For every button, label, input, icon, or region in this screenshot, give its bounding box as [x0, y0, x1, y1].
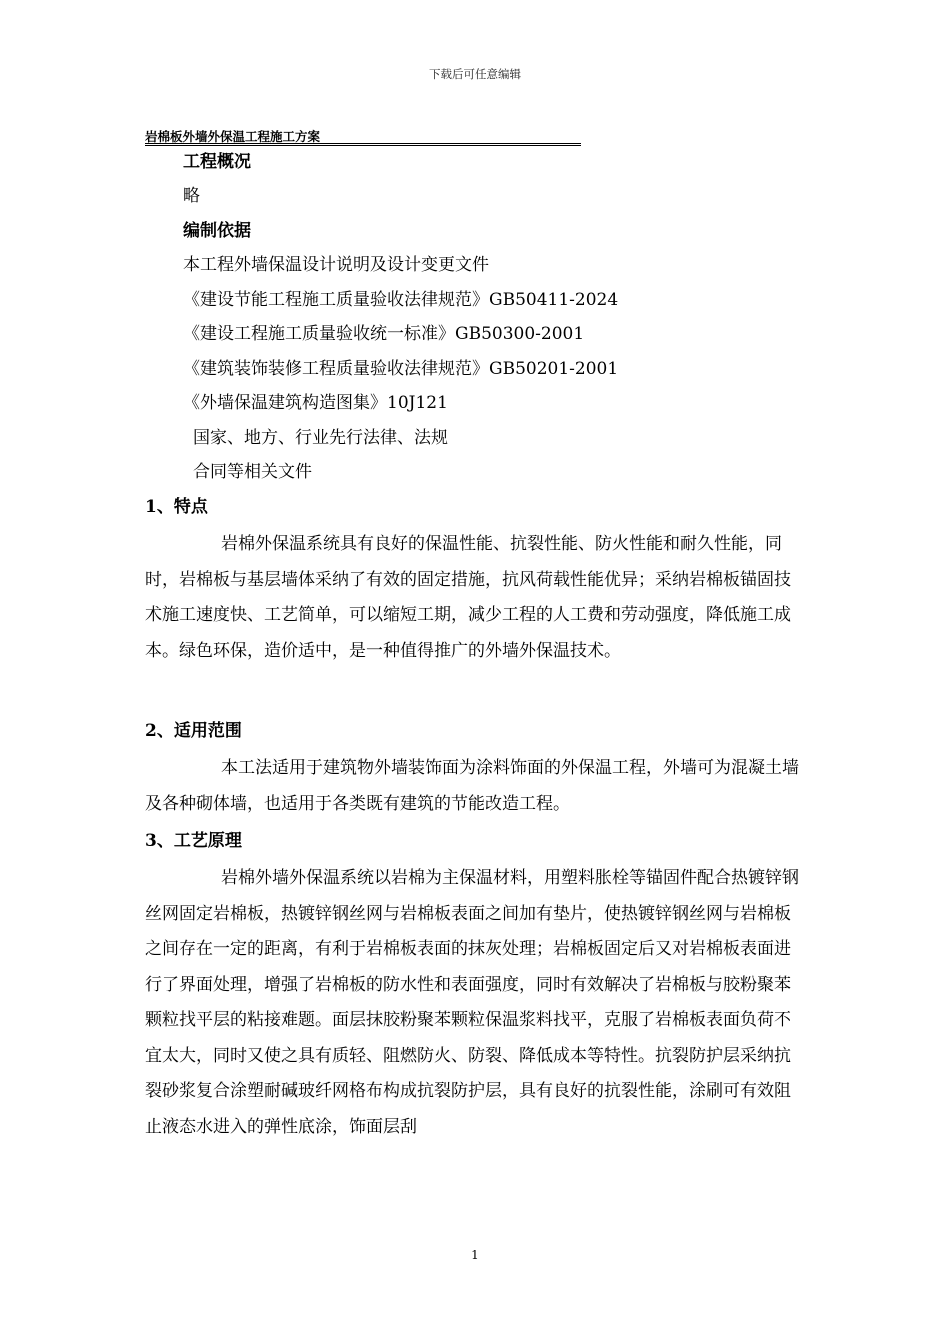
principle-paragraph: [145, 861, 805, 1145]
basis-item: 国家、地方、行业先行法律、法规: [193, 428, 448, 448]
basis-item: 《建设节能工程施工质量验收法律规范》GB50411-2024: [183, 290, 619, 310]
basis-item: 本工程外墙保温设计说明及设计变更文件: [183, 255, 489, 275]
scope-text: 本工法适用于建筑物外墙装饰面为涂料饰面的外保温工程，外墙可为混凝土墙及各种砌体墙，也适用于各类既有建筑的节能改造工程。: [145, 758, 799, 814]
document-title: 岩棉板外墙外保温工程施工方案: [145, 129, 321, 144]
overview-heading: 工程概况: [183, 152, 251, 172]
feature-heading: 1、特点: [145, 497, 208, 517]
feature-text: 岩棉外保温系统具有良好的保温性能、抗裂性能、防火性能和耐久性能，同时，岩棉板与基层墙体采纳了有效的固定措施，抗风荷载性能优异；采纳岩棉板锚固技术施工速度快、工艺简单，可以缩短工期，减少工程的人工费和劳动强度，降低施工成本。绿色环保，造价适中，是一种值得推广的外墙外保温技术。: [145, 534, 791, 661]
basis-item: 《建筑装饰装修工程质量验收法律规范》GB50201-2001: [183, 359, 619, 379]
basis-item: 合同等相关文件: [193, 462, 312, 482]
basis-item: 《建设工程施工质量验收统一标准》GB50300-2001: [183, 324, 585, 344]
page-number: 1: [471, 1248, 479, 1262]
header-note: 下载后可任意编辑: [429, 67, 521, 81]
principle-text: 岩棉外墙外保温系统以岩棉为主保温材料，用塑料胀栓等锚固件配合热镀锌钢丝网固定岩棉板，热镀锌钢丝网与岩棉板表面之间加有垫片，使热镀锌钢丝网与岩棉板之间存在一定的距离，有利于岩棉板表面的抹灰处理；岩棉板固定后又对岩棉板表面进行了界面处理，增强了岩棉板的防水性和表面强度，同时有效解决了岩棉板与胶粉聚苯颗粒找平层的粘接难题。面层抹胶粉聚苯颗粒保温浆料找平，克服了岩棉板表面负荷不宜太大，同时又使之具有质轻、阻燃防火、防裂、降低成本等特性。抗裂防护层采纳抗裂砂浆复合涂塑耐碱玻纤网格布构成抗裂防护层，具有良好的抗裂性能，涂刷可有效阻止液态水进入的弹性底涂，饰面层刮: [145, 868, 799, 1137]
scope-paragraph: [145, 751, 805, 822]
basis-heading: 编制依据: [183, 221, 251, 241]
basis-item: 《外墙保温建筑构造图集》10J121: [183, 393, 448, 413]
scope-heading: 2、适用范围: [145, 721, 242, 741]
feature-paragraph: [145, 527, 805, 669]
title-underline: [145, 143, 581, 146]
overview-text: 略: [183, 186, 200, 206]
principle-heading: 3、工艺原理: [145, 831, 242, 851]
